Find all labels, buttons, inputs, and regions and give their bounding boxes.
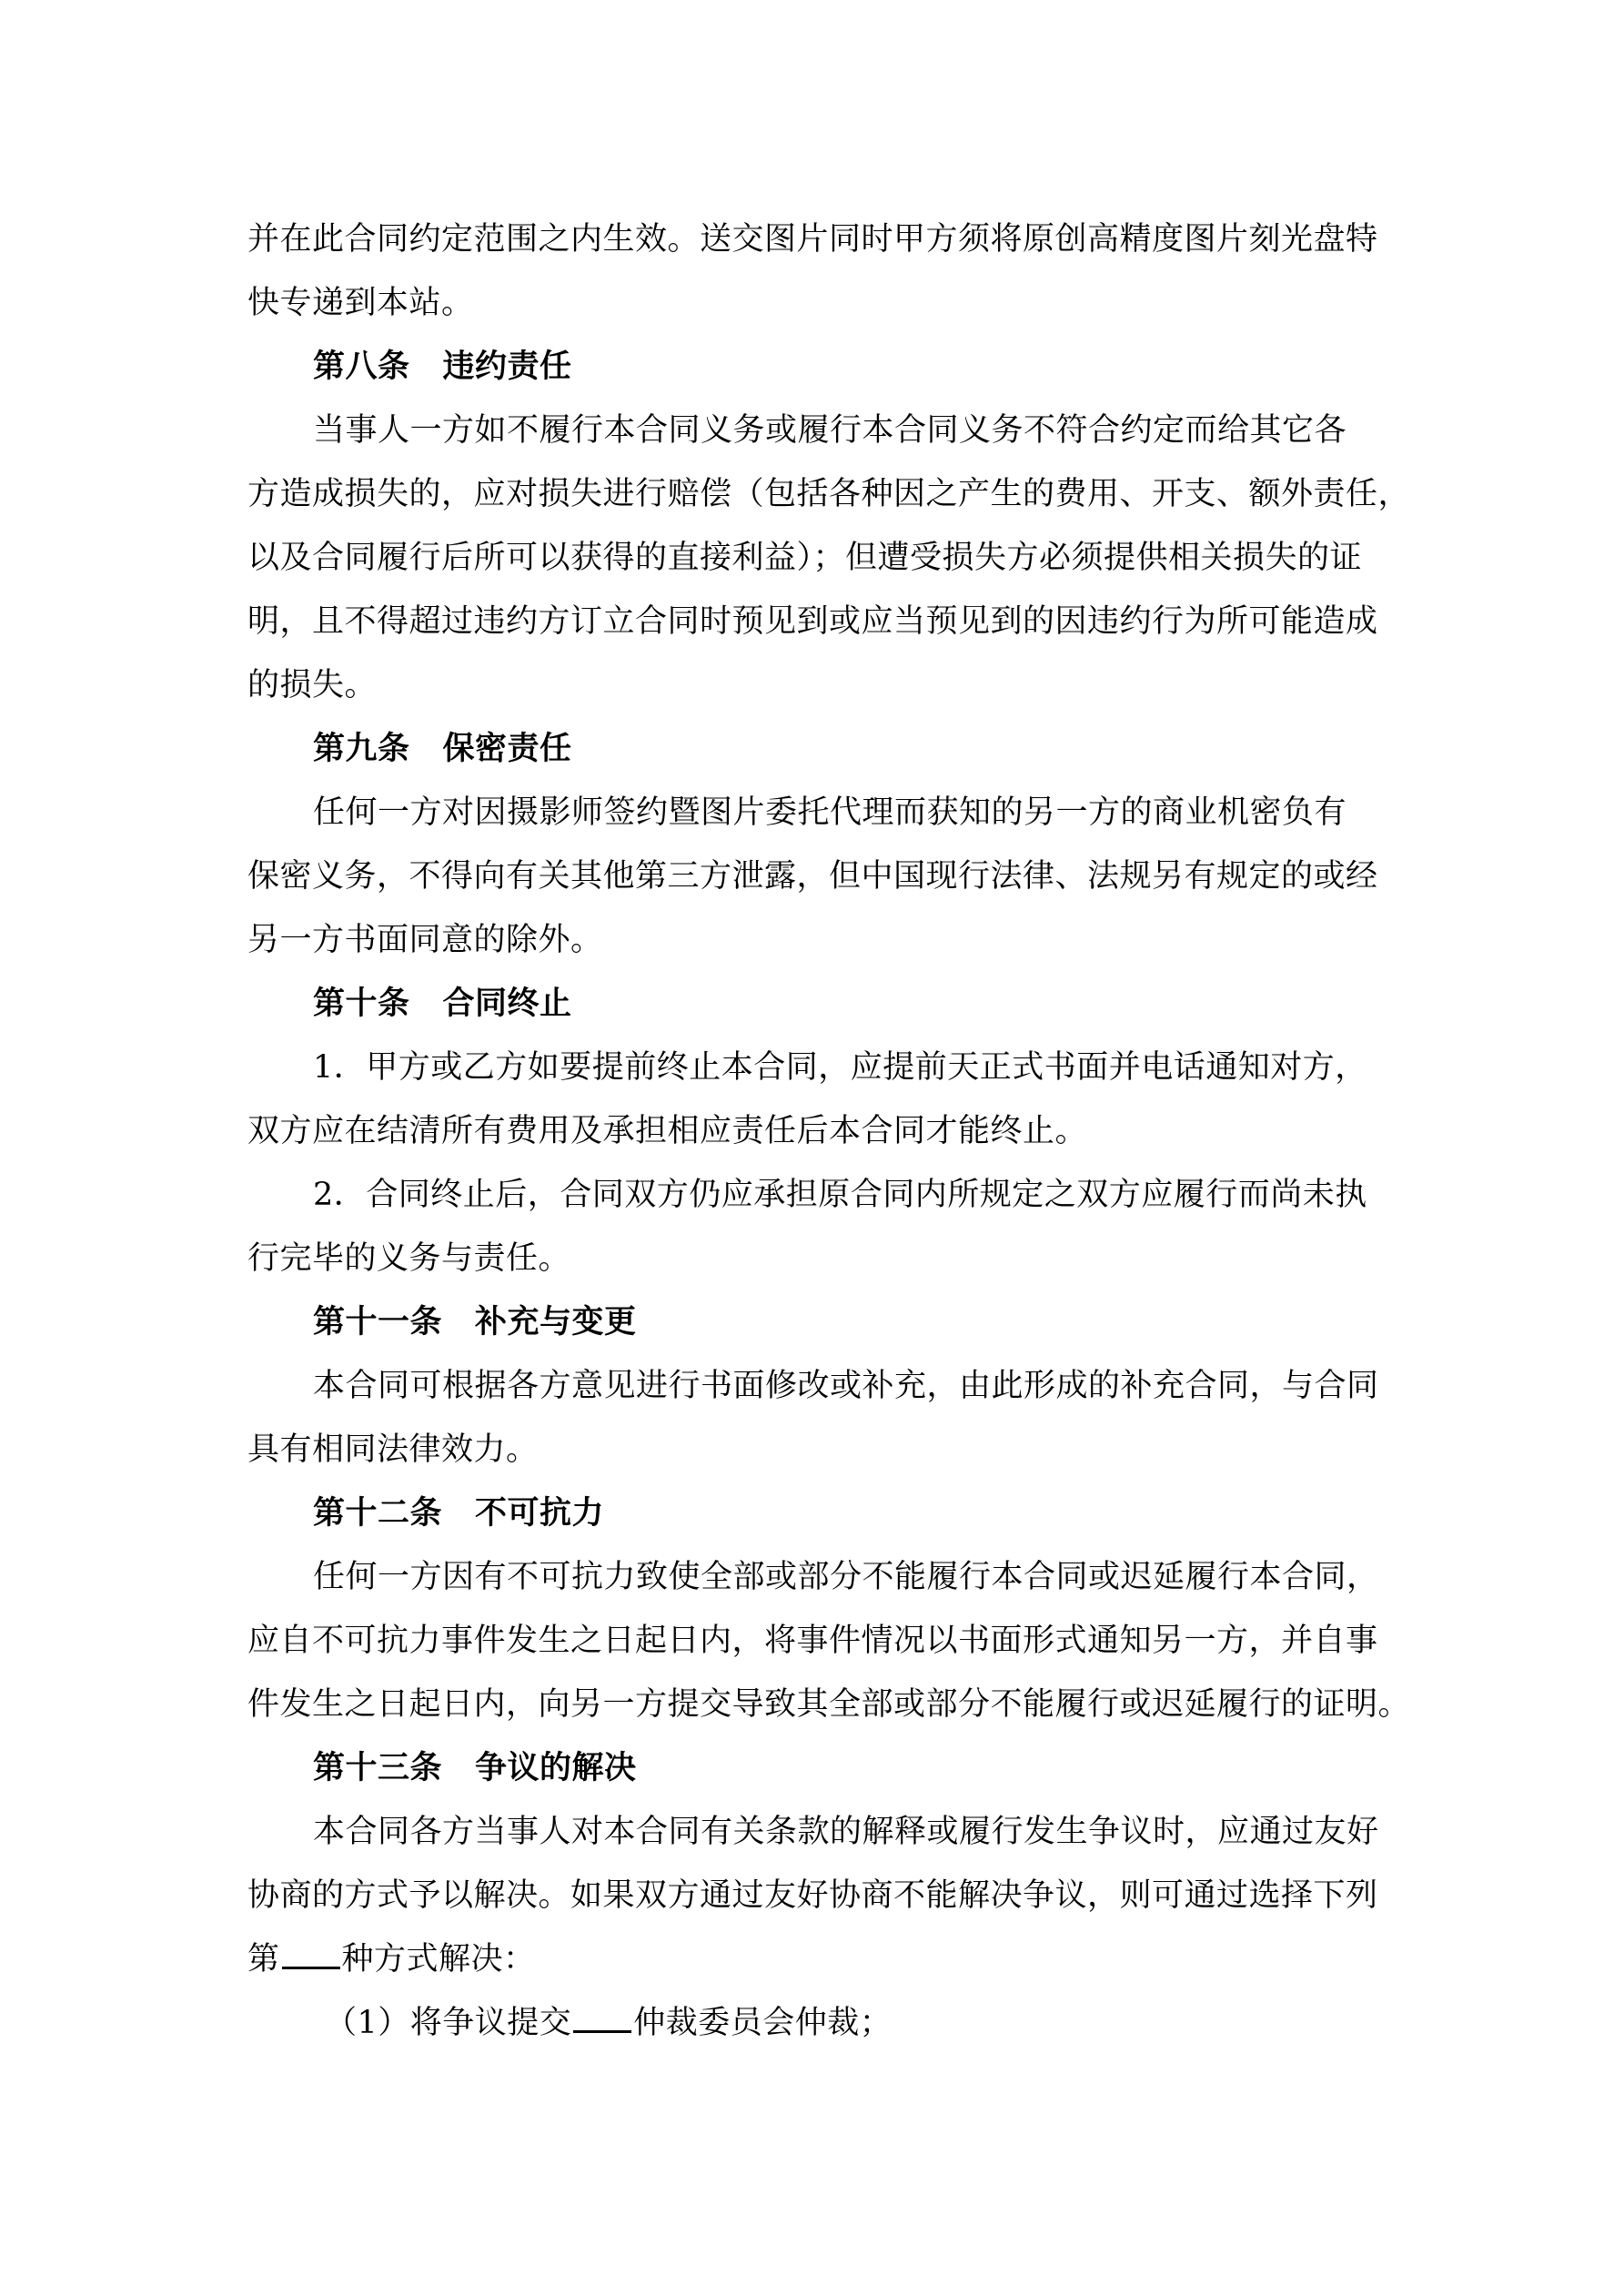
article-heading bbox=[247, 717, 1394, 781]
blank-field bbox=[573, 2003, 631, 2033]
paragraph-line: 任何一方因有不可抗力致使全部或部分不能履行本合同或迟延履行本合同， bbox=[313, 1559, 1379, 1595]
paragraph-line: 具有相同法律效力。 bbox=[247, 1431, 539, 1468]
paragraph-line: 任何一方对因摄影师签约暨图片委托代理而获知的另一方的商业机密负有 bbox=[313, 794, 1347, 831]
article-title: 不可抗力 bbox=[475, 1494, 605, 1532]
document-page bbox=[247, 207, 1411, 2055]
paragraph-line: 1．甲方或乙方如要提前终止本合同，应提前天正式书面并电话通知对方， bbox=[313, 1049, 1367, 1086]
paragraph-line: 保密义务，不得向有关其他第三方泄露，但中国现行法律、法规另有规定的或经 bbox=[247, 858, 1378, 895]
article-number: 第十二条 bbox=[313, 1494, 443, 1532]
article-heading bbox=[247, 1290, 1394, 1354]
choice-suffix: 种方式解决： bbox=[341, 1941, 536, 1977]
paragraph-line: 应自不可抗力事件发生之日起日内，将事件情况以书面形式通知另一方，并自事 bbox=[247, 1623, 1378, 1659]
option-suffix: 仲裁委员会仲裁； bbox=[633, 2005, 893, 2041]
article-heading bbox=[247, 1736, 1394, 1800]
paragraph-line: 另一方书面同意的除外。 bbox=[247, 922, 603, 958]
paragraph-line: 件发生之日起日内，向另一方提交导致其全部或部分不能履行或迟延履行的证明。 bbox=[247, 1686, 1411, 1723]
paragraph-line: 以及合同履行后所可以获得的直接利益）；但遭受损失方必须提供相关损失的证 bbox=[247, 540, 1363, 576]
article-title: 保密责任 bbox=[442, 730, 572, 767]
continuation-line: 并在此合同约定范围之内生效。送交图片同时甲方须将原创高精度图片刻光盘特 bbox=[247, 221, 1378, 258]
article-heading bbox=[247, 972, 1394, 1036]
paragraph-line: 本合同可根据各方意见进行书面修改或补充，由此形成的补充合同，与合同 bbox=[313, 1368, 1379, 1404]
continuation-line: 快专递到本站。 bbox=[247, 285, 474, 321]
article-title: 违约责任 bbox=[442, 348, 572, 385]
blank-field bbox=[282, 1939, 340, 1969]
paragraph-line: 双方应在结清所有费用及承担相应责任后本合同才能终止。 bbox=[247, 1113, 1088, 1149]
article-heading bbox=[247, 335, 1394, 399]
paragraph-line: 协商的方式予以解决。如果双方通过友好协商不能解决争议，则可通过选择下列 bbox=[247, 1877, 1378, 1914]
article-number: 第十三条 bbox=[313, 1749, 443, 1786]
paragraph-line: 本合同各方当事人对本合同有关条款的解释或履行发生争议时，应通过友好 bbox=[313, 1814, 1379, 1850]
paragraph-line: 当事人一方如不履行本合同义务或履行本合同义务不符合约定而给其它各 bbox=[313, 412, 1347, 449]
paragraph-line: 明，且不得超过违约方订立合同时预见到或应当预见到的因违约行为所可能造成 bbox=[247, 603, 1378, 640]
paragraph-line: 的损失。 bbox=[247, 667, 378, 703]
option-line bbox=[247, 1991, 1394, 2055]
article-number: 第十一条 bbox=[313, 1303, 443, 1340]
article-title: 补充与变更 bbox=[475, 1303, 637, 1340]
article-number: 第八条 bbox=[313, 348, 410, 385]
paragraph-line: 行完毕的义务与责任。 bbox=[247, 1240, 571, 1277]
choice-prefix: 第 bbox=[247, 1941, 280, 1977]
article-number: 第九条 bbox=[313, 730, 410, 767]
option-prefix: （1）将争议提交 bbox=[325, 2005, 572, 2041]
paragraph-line: 2．合同终止后，合同双方仍应承担原合同内所规定之双方应履行而尚未执 bbox=[313, 1177, 1367, 1213]
paragraph-line: 方造成损失的，应对损失进行赔偿（包括各种因之产生的费用、开支、额外责任， bbox=[247, 476, 1411, 512]
article-title: 合同终止 bbox=[442, 985, 572, 1022]
article-heading bbox=[247, 1482, 1394, 1545]
article-title: 争议的解决 bbox=[475, 1749, 637, 1786]
article-number: 第十条 bbox=[313, 985, 410, 1022]
choice-line bbox=[247, 1927, 1394, 1991]
